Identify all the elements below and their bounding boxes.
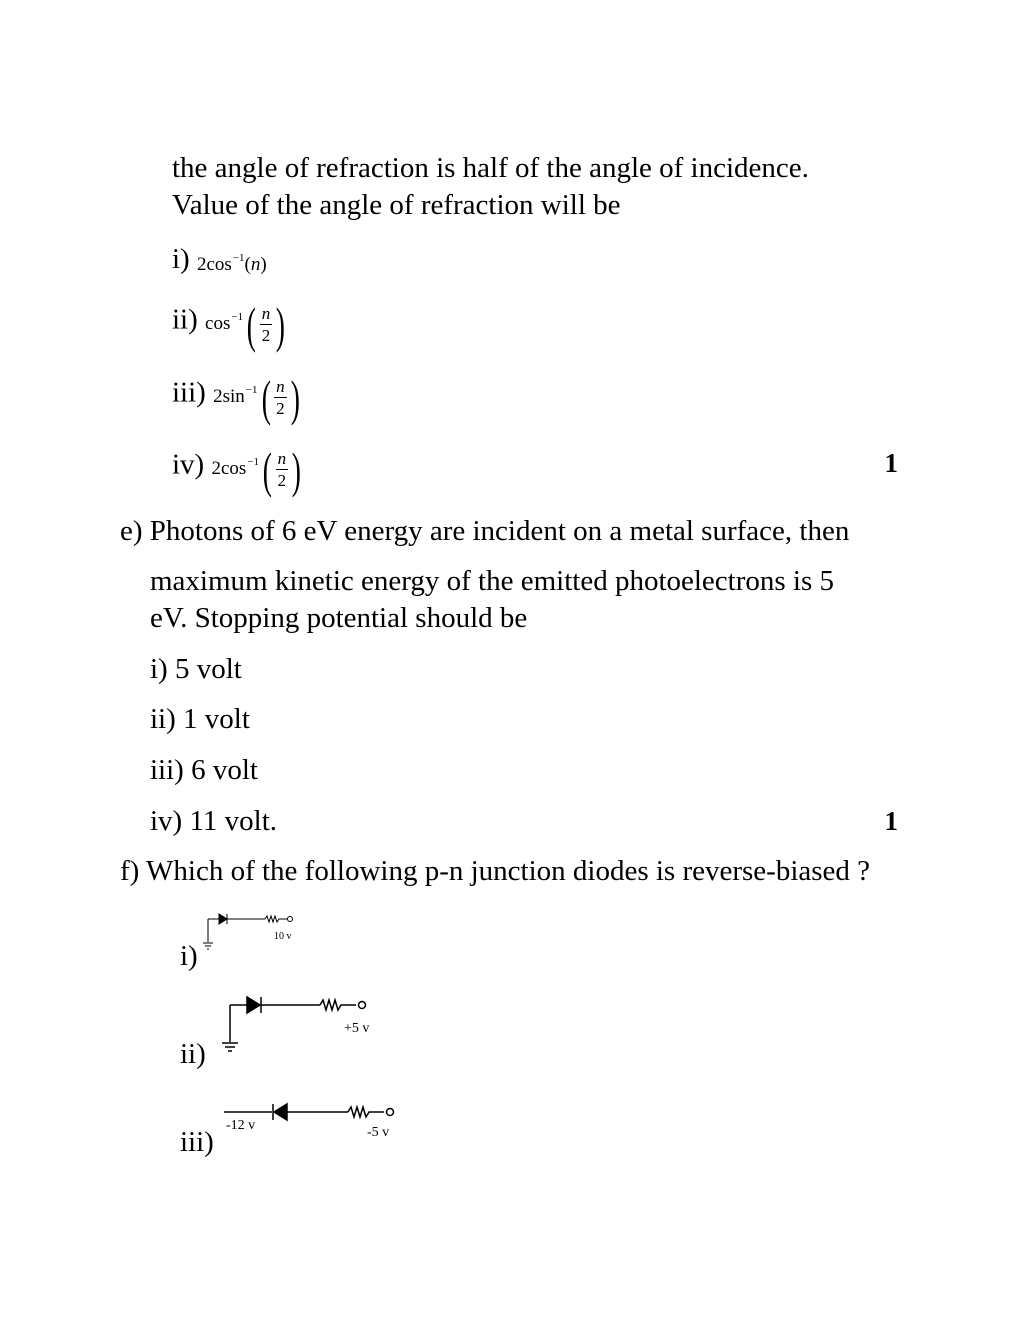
circuit-iii-left-voltage: -12 v [226, 1118, 256, 1133]
circuit-i-label: i) [180, 940, 198, 972]
formula-inverse-superscript: −1 [231, 311, 244, 323]
formula-inverse-superscript: −1 [247, 456, 260, 468]
formula-argument: n [250, 254, 261, 275]
option-label: i) [172, 243, 190, 276]
fraction: $\frac{n}{2}$ [261, 303, 271, 345]
question-e-option-4: iv) 11 volt. [150, 805, 278, 837]
resistor-symbol [265, 916, 287, 922]
terminal-symbol [359, 1002, 366, 1009]
diode-symbol [219, 914, 227, 924]
diode-symbol [274, 1104, 287, 1120]
circuit-i-voltage: 10 v [274, 931, 292, 942]
circuit-iii-right-voltage: -5 v [367, 1125, 390, 1140]
formula-function: cos [206, 254, 232, 275]
terminal-symbol [288, 917, 293, 922]
circuit-iii-label: iii) [180, 1126, 214, 1158]
option-formula: $2\cos^{-1}(n)$ [196, 252, 267, 275]
question-e-option-1: i) 5 volt [150, 653, 242, 685]
formula-function: cos [220, 458, 247, 479]
option-formula: $2\cos^{-1}$( $\frac{n}{2}$ ) [211, 441, 302, 498]
circuit-ii-voltage: +5 v [344, 1021, 370, 1036]
question-d-marks: 1 [884, 448, 898, 478]
question-e-option-3: iii) 6 volt [150, 754, 258, 786]
option-label: iii) [172, 376, 206, 409]
question-e-option-2: ii) 1 volt [150, 703, 250, 735]
formula-inverse-superscript: −1 [232, 252, 245, 264]
question-d-line-2: Value of the angle of refraction will be [172, 189, 621, 221]
option-formula: $\cos^{-1}$( $\frac{n}{2}$ ) [205, 296, 286, 353]
option-formula: $2\sin^{-1}$( $\frac{n}{2}$ ) [213, 369, 300, 426]
formula-inverse-superscript: −1 [245, 384, 258, 396]
formula-coefficient: 2 [196, 254, 207, 275]
circuit-ii-label: ii) [180, 1038, 206, 1070]
question-e-line-2: maximum kinetic energy of the emitted photoelectrons is 5 [150, 565, 835, 597]
question-d-line-1: the angle of refraction is half of the angle of incidence. [172, 152, 809, 184]
question-f-line-1: f) Which of the following p-n junction diodes is reverse-biased ? [120, 855, 871, 887]
question-e-line-1: e) Photons of 6 eV energy are incident on a metal surface, then [120, 515, 850, 547]
fraction: $\frac{n}{2}$ [277, 448, 287, 490]
resistor-symbol [320, 1000, 356, 1010]
question-e-marks: 1 [884, 806, 898, 836]
option-label: iv) [172, 448, 205, 481]
fraction: $\frac{n}{2}$ [276, 376, 285, 418]
formula-function: sin [222, 386, 245, 407]
option-label: ii) [172, 303, 198, 336]
formula-coefficient: 2 [213, 386, 223, 407]
resistor-symbol [348, 1107, 384, 1117]
formula-function: cos [205, 313, 231, 334]
formula-coefficient: 2 [211, 458, 221, 479]
diode-symbol [247, 997, 260, 1013]
terminal-symbol [387, 1109, 394, 1116]
question-e-line-3: eV. Stopping potential should be [150, 602, 528, 634]
